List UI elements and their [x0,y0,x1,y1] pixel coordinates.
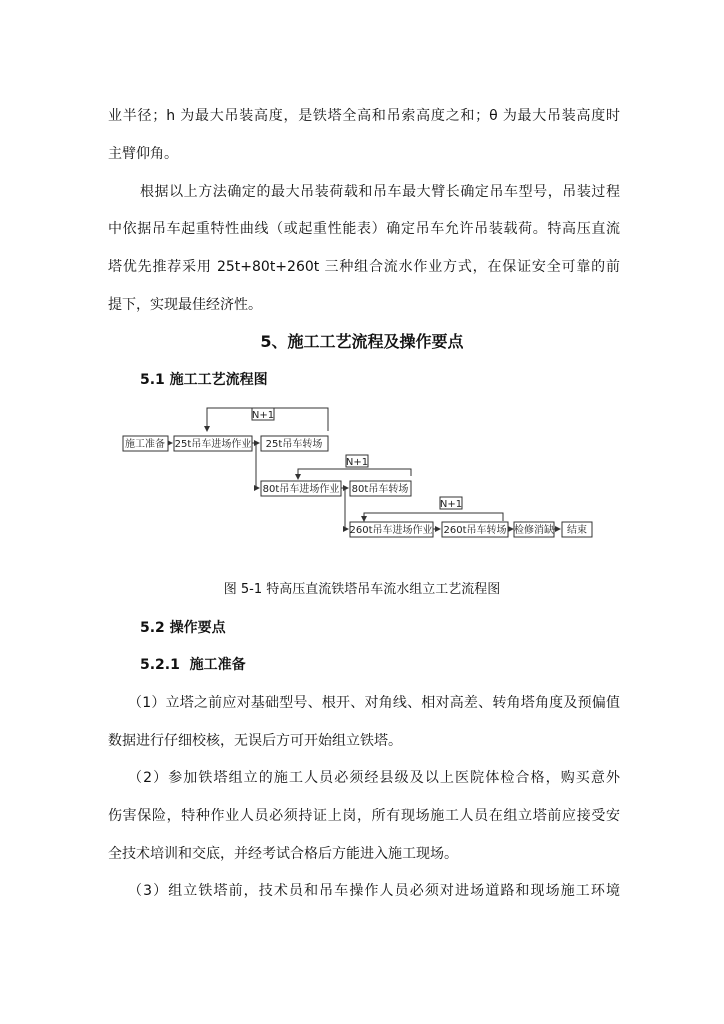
loop-label: N+1 [345,457,369,468]
box-label-80t-enter: 80t吊车进场作业 [262,484,340,495]
paragraph-line: 根据以上方法确定的最大吊装荷载和吊车最大臂长确定吊车型号，吊装过程 [140,184,620,200]
item-line: 全技术培训和交底，并经考试合格后方能进入施工现场。 [108,846,458,862]
flow-arrow [256,443,259,488]
box-label-80t-move: 80t吊车转场 [351,484,409,495]
item-line: （1）立塔之前应对基础型号、根开、对角线、相对高差、转角塔角度及预偏值 [128,695,620,711]
figure-caption: 图 5-1 特高压直流铁塔吊车流水组立工艺流程图 [223,582,501,597]
box-label-check: 检修消缺 [514,525,554,536]
item-line: 伤害保险，特种作业人员必须持证上岗，所有现场施工人员在组立塔前应接受安 [108,808,620,824]
subsection-heading: 5.2 操作要点 [140,620,226,636]
box-label-25t-enter: 25t吊车进场作业 [174,439,252,450]
subsubsection-heading: 5.2.1 施工准备 [140,657,246,673]
process-flowchart [118,405,598,545]
paragraph-line: 提下，实现最佳经济性。 [108,297,262,313]
item-line: （3）组立铁塔前，技术员和吊车操作人员必须对进场道路和现场施工环境 [128,883,620,899]
paragraph-line: 主臂仰角。 [108,146,178,162]
loop-arrow-3 [364,513,503,521]
box-label-260t-move: 260t吊车转场 [443,525,507,536]
paragraph-line: 塔优先推荐采用 25t+80t+260t 三种组合流水作业方式，在保证安全可靠的前 [108,259,620,275]
box-label-260t-enter: 260t吊车进场作业 [349,525,433,536]
box-label-25t-move: 25t吊车转场 [265,439,323,450]
item-line: 数据进行仔细校核，无误后方可开始组立铁塔。 [108,733,402,749]
box-label-prep: 施工准备 [125,439,165,450]
section-heading: 5、施工工艺流程及操作要点 [260,332,464,351]
subsection-heading: 5.1 施工工艺流程图 [140,372,268,388]
flow-arrow [345,488,348,529]
paragraph-line: 中依据吊车起重特性曲线（或起重性能表）确定吊车允许吊装载荷。特高压直流 [108,221,620,237]
loop-label: N+1 [439,499,463,510]
item-line: （2）参加铁塔组立的施工人员必须经县级及以上医院体检合格，购买意外 [128,770,620,786]
loop-arrow-2 [298,469,411,479]
paragraph-line: 业半径；h 为最大吊装高度，是铁塔全高和吊索高度之和；θ 为最大吊装高度时 [108,108,620,124]
loop-label: N+1 [251,410,275,421]
box-label-end: 结束 [567,525,587,536]
